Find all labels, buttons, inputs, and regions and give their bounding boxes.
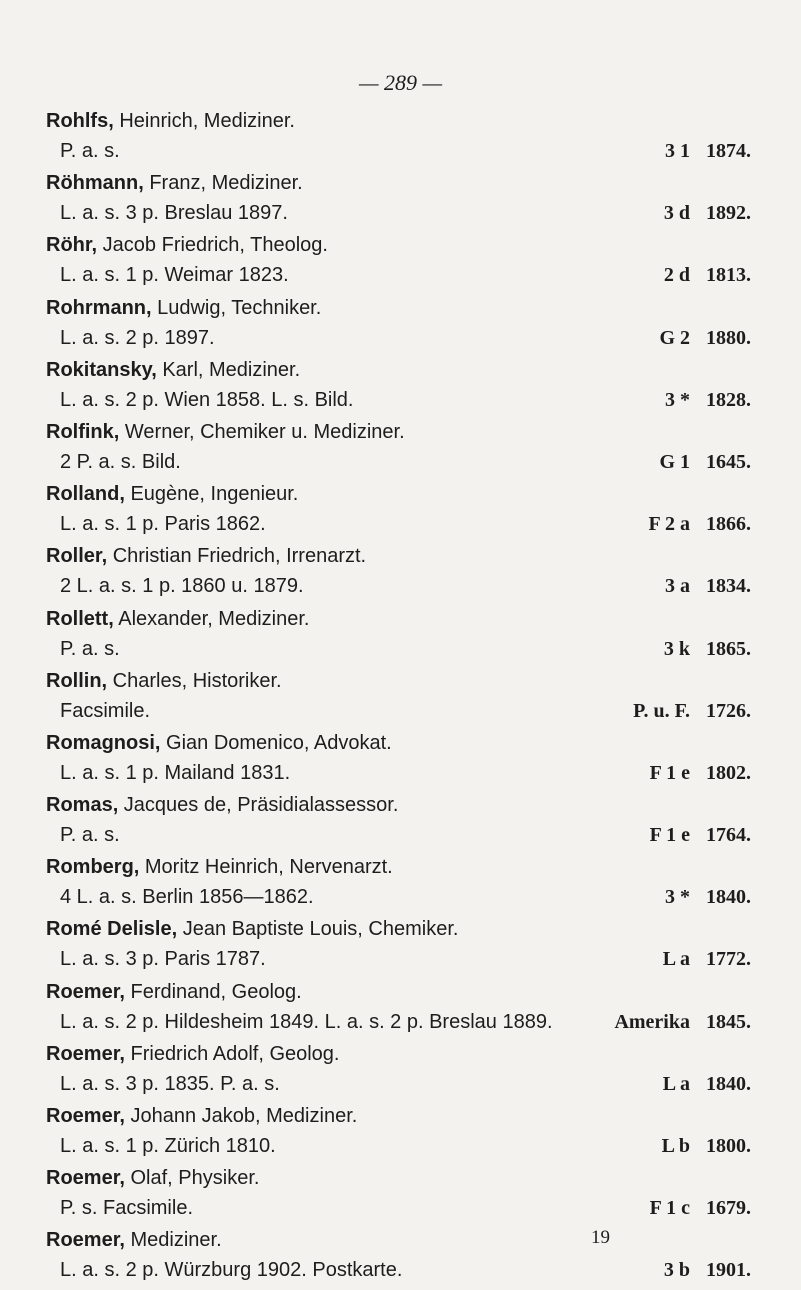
- entry-heading: [46, 297, 321, 320]
- list-item: [0, 232, 801, 294]
- entry-reference: [659, 327, 751, 350]
- entry-name: Röhr,: [46, 234, 98, 257]
- entry-year: 1866.: [706, 513, 751, 536]
- entry-year: 1772.: [706, 948, 751, 971]
- entry-name: Rokitansky,: [46, 358, 157, 381]
- entry-detail: 2 P. a. s. Bild.: [60, 450, 181, 473]
- entry-heading: [46, 1043, 340, 1066]
- entry-list: [0, 108, 801, 1290]
- entry-reference: [662, 1135, 751, 1158]
- page-number: — 289 —: [358, 70, 443, 95]
- entry-detail: L. a. s. 3 p. Paris 1787.: [60, 948, 266, 971]
- entry-year: 1828.: [706, 388, 751, 411]
- entry-description: Friedrich Adolf, Geolog.: [124, 1042, 340, 1065]
- entry-year: 1874.: [706, 140, 751, 162]
- entry-description: Moritz Heinrich, Nervenarzt.: [139, 856, 393, 879]
- entry-year: 1880.: [706, 326, 751, 349]
- entry-reference: [664, 264, 751, 287]
- entry-heading: [46, 856, 393, 879]
- list-item: [0, 481, 801, 543]
- list-item: [0, 1041, 801, 1103]
- entry-description: Eugène, Ingenieur.: [124, 483, 299, 506]
- entry-reference: [659, 451, 751, 474]
- entry-year: 1679.: [706, 1197, 751, 1220]
- signature-mark: 19: [591, 1227, 610, 1248]
- list-item: [0, 979, 801, 1041]
- list-item: [0, 543, 801, 605]
- entry-code: 3 *: [665, 388, 690, 411]
- entry-description: Heinrich, Mediziner.: [113, 110, 295, 132]
- entry-year: 1840.: [706, 1072, 751, 1095]
- entry-name: Romé Delisle,: [46, 918, 178, 941]
- entry-detail: L. a. s. 3 p. 1835. P. a. s.: [60, 1072, 280, 1095]
- entry-reference: [614, 1011, 751, 1034]
- entry-year: 1865.: [706, 637, 751, 660]
- entry-description: Alexander, Mediziner.: [113, 607, 310, 630]
- entry-reference: [650, 762, 751, 785]
- entry-heading: [46, 172, 303, 195]
- entry-detail: L. a. s. 1 p. Mailand 1831.: [60, 761, 291, 784]
- entry-heading: [46, 234, 328, 257]
- entry-code: G 1: [659, 450, 690, 473]
- entry-name: Rollett,: [46, 607, 114, 630]
- entry-name: Rohlfs,: [46, 110, 114, 132]
- entry-heading: [46, 421, 405, 444]
- entry-reference: [665, 140, 751, 163]
- entry-description: Werner, Chemiker u. Mediziner.: [119, 420, 405, 443]
- entry-detail: L. a. s. 2 p. 1897.: [60, 326, 215, 349]
- entry-heading: [46, 110, 295, 133]
- entry-name: Romas,: [46, 794, 119, 817]
- entry-detail: L. a. s. 1 p. Zürich 1810.: [60, 1135, 276, 1157]
- entry-reference: [665, 575, 751, 598]
- entry-detail: Facsimile.: [60, 699, 151, 722]
- entry-detail: 2 L. a. s. 1 p. 1860 u. 1879.: [60, 575, 304, 598]
- entry-code: P. u. F.: [633, 699, 690, 722]
- entry-year: 1813.: [706, 264, 751, 287]
- entry-detail: P. s. Facsimile.: [60, 1197, 193, 1220]
- entry-heading: [46, 1167, 259, 1190]
- entry-detail: L. a. s. 3 p. Breslau 1897.: [60, 202, 288, 225]
- entry-reference: [649, 513, 751, 536]
- entry-description: Christian Friedrich, Irrenarzt.: [107, 545, 367, 568]
- entry-detail: L. a. s. 1 p. Weimar 1823.: [60, 264, 289, 287]
- entry-heading: [46, 545, 366, 568]
- entry-name: Rohrmann,: [46, 296, 152, 319]
- entry-name: Rolfink,: [46, 420, 120, 443]
- entry-year: 1834.: [706, 575, 751, 598]
- list-item: [0, 668, 801, 730]
- list-item: [0, 108, 801, 170]
- entry-heading: [46, 794, 398, 817]
- entry-detail: 4 L. a. s. Berlin 1856—1862.: [60, 886, 314, 909]
- entry-code: L b: [661, 1135, 690, 1157]
- list-item: [0, 1165, 801, 1227]
- entry-description: Ferdinand, Geolog.: [124, 980, 302, 1003]
- entry-name: Roemer,: [46, 1167, 125, 1190]
- entry-description: Gian Domenico, Advokat.: [160, 731, 392, 754]
- entry-heading: [46, 732, 392, 755]
- entry-code: 3 k: [663, 637, 690, 660]
- entry-detail: L. a. s. 2 p. Hildesheim 1849. L. a. s. 2 p. Breslau 1889.: [60, 1010, 553, 1033]
- entry-year: 1845.: [706, 1010, 751, 1033]
- entry-heading: [46, 1229, 222, 1252]
- entry-name: Romagnosi,: [46, 731, 161, 754]
- entry-code: F 1 c: [649, 1197, 690, 1220]
- entry-description: Jacques de, Präsidialassessor.: [118, 794, 399, 817]
- entry-reference: [664, 202, 751, 225]
- entry-detail: L. a. s. 2 p. Wien 1858. L. s. Bild.: [60, 388, 354, 411]
- entry-description: Jacob Friedrich, Theolog.: [97, 234, 328, 257]
- list-item: [0, 295, 801, 357]
- entry-heading: [46, 359, 300, 382]
- entry-reference: [663, 1073, 751, 1096]
- entry-reference: [665, 886, 751, 909]
- entry-code: L a: [662, 1072, 690, 1095]
- entry-code: 3 d: [663, 202, 690, 225]
- entry-detail: L. a. s. 1 p. Paris 1862.: [60, 513, 266, 536]
- list-item: [0, 419, 801, 481]
- entry-year: 1800.: [706, 1135, 751, 1157]
- entry-heading: [46, 608, 309, 631]
- list-item: [0, 792, 801, 854]
- entry-description: Olaf, Physiker.: [124, 1167, 260, 1190]
- entry-year: 1840.: [706, 886, 751, 909]
- entry-reference: [664, 638, 751, 661]
- entry-description: Franz, Mediziner.: [143, 172, 303, 195]
- entry-name: Rollin,: [46, 669, 108, 692]
- entry-reference: [650, 824, 751, 847]
- entry-name: Röhmann,: [46, 172, 144, 195]
- list-item: [0, 916, 801, 978]
- entry-heading: [46, 981, 302, 1004]
- entry-year: 1892.: [706, 202, 751, 225]
- entry-code: F 2 a: [648, 513, 690, 536]
- entry-reference: [650, 1197, 751, 1220]
- entry-year: 1726.: [706, 699, 751, 722]
- entry-heading: [46, 483, 298, 506]
- entry-code: 3 *: [665, 886, 690, 909]
- entry-reference: [665, 389, 751, 412]
- entry-name: Roemer,: [46, 1042, 125, 1065]
- entry-code: F 1 e: [649, 824, 690, 847]
- entry-reference: [664, 1259, 751, 1282]
- entry-detail: P. a. s.: [60, 140, 120, 162]
- entry-code: 3 b: [663, 1259, 690, 1282]
- entry-year: 1645.: [706, 450, 751, 473]
- entry-description: Johann Jakob, Mediziner.: [124, 1105, 358, 1127]
- list-item: [0, 854, 801, 916]
- entry-name: Rolland,: [46, 483, 125, 506]
- entry-reference: [633, 700, 751, 723]
- entry-code: Amerika: [614, 1010, 690, 1033]
- list-item: [0, 1227, 801, 1289]
- entry-heading: [46, 1105, 357, 1128]
- entry-description: Jean Baptiste Louis, Chemiker.: [177, 918, 459, 941]
- entry-detail: P. a. s.: [60, 637, 120, 660]
- entry-code: G 2: [659, 326, 690, 349]
- list-item: [0, 1103, 801, 1165]
- entry-description: Charles, Historiker.: [107, 669, 282, 692]
- entry-year: 1764.: [706, 824, 751, 847]
- entry-code: 3 1: [665, 140, 690, 162]
- entry-description: Karl, Mediziner.: [156, 358, 301, 381]
- list-item: [0, 606, 801, 668]
- list-item: [0, 170, 801, 232]
- entry-name: Roemer,: [46, 980, 125, 1003]
- entry-name: Romberg,: [46, 856, 140, 879]
- entry-code: 3 a: [665, 575, 690, 598]
- entry-code: 2 d: [663, 264, 690, 287]
- list-item: [0, 730, 801, 792]
- entry-detail: P. a. s.: [60, 824, 120, 847]
- entry-year: 1802.: [706, 761, 751, 784]
- entry-code: F 1 e: [649, 761, 690, 784]
- entry-reference: [663, 948, 751, 971]
- entry-code: L a: [662, 948, 690, 971]
- entry-heading: [46, 670, 282, 693]
- entry-name: Roemer,: [46, 1105, 125, 1127]
- list-item: [0, 357, 801, 419]
- entry-heading: [46, 918, 458, 941]
- entry-description: Mediziner.: [124, 1229, 222, 1252]
- entry-detail: L. a. s. 2 p. Würzburg 1902. Postkarte.: [60, 1259, 403, 1282]
- entry-name: Roemer,: [46, 1229, 125, 1252]
- entry-year: 1901.: [706, 1259, 751, 1282]
- entry-description: Ludwig, Techniker.: [151, 296, 322, 319]
- entry-name: Roller,: [46, 545, 108, 568]
